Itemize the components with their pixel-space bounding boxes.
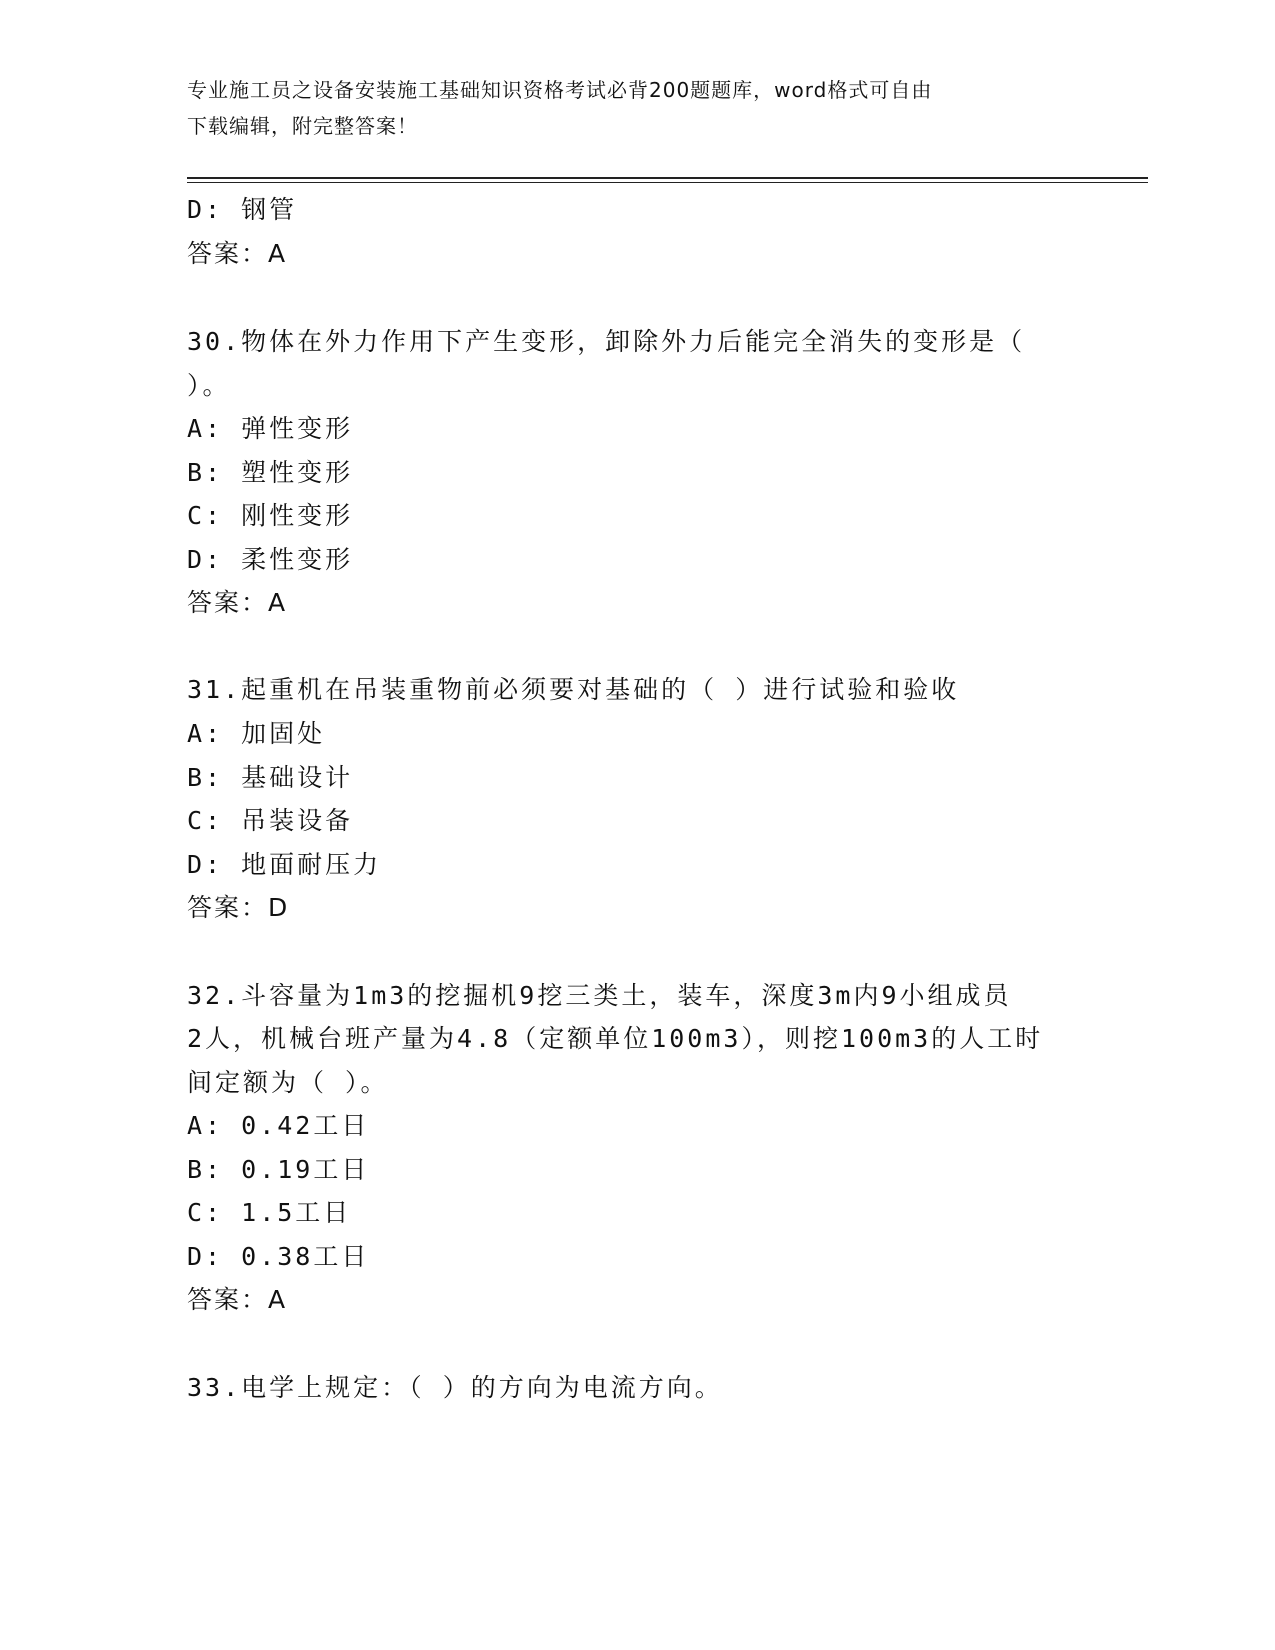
header-line-2: 下载编辑，附完整答案！ [187,114,418,138]
q31-option-b: B: 基础设计 [187,763,354,792]
q32-option-b: B: 0.19工日 [187,1155,370,1184]
q29-answer: 答案：A [187,239,288,268]
q31-option-a: A: 加固处 [187,719,326,748]
q32-option-d: D: 0.38工日 [187,1242,370,1271]
header-line-1: 专业施工员之设备安装施工基础知识资格考试必背200题题库，word格式可自由 [187,78,933,102]
header-divider-thick [187,177,1148,179]
q31-stem-line-1: 31.起重机在吊装重物前必须要对基础的（ ）进行试验和验收 [187,675,960,704]
q31-answer: 答案：D [187,893,290,922]
q31-option-c: C: 吊装设备 [187,806,354,835]
q30-stem-line-1: 30.物体在外力作用下产生变形，卸除外力后能完全消失的变形是（ [187,327,1026,356]
q30-answer: 答案：A [187,588,288,617]
header-divider-thin [187,182,1148,183]
q33-stem-line-1: 33.电学上规定：（ ）的方向为电流方向。 [187,1373,723,1402]
q30-option-b: B: 塑性变形 [187,458,354,487]
q32-answer: 答案：A [187,1285,288,1314]
q30-option-c: C: 刚性变形 [187,501,354,530]
q29-option-d: D: 钢管 [187,195,298,224]
q30-stem-line-2: ）。 [187,371,231,400]
q32-stem-line-2: 2人，机械台班产量为4.8（定额单位100m3），则挖100m3的人工时 [187,1024,1044,1053]
q31-option-d: D: 地面耐压力 [187,850,382,879]
q30-option-a: A: 弹性变形 [187,414,354,443]
q32-option-a: A: 0.42工日 [187,1111,370,1140]
q32-option-c: C: 1.5工日 [187,1198,352,1227]
q30-option-d: D: 柔性变形 [187,545,354,574]
q32-stem-line-3: 间定额为（ ）。 [187,1068,389,1097]
document-header [187,72,1087,144]
q32-stem-line-1: 32.斗容量为1m3的挖掘机9挖三类土，装车，深度3m内9小组成员 [187,981,1012,1010]
